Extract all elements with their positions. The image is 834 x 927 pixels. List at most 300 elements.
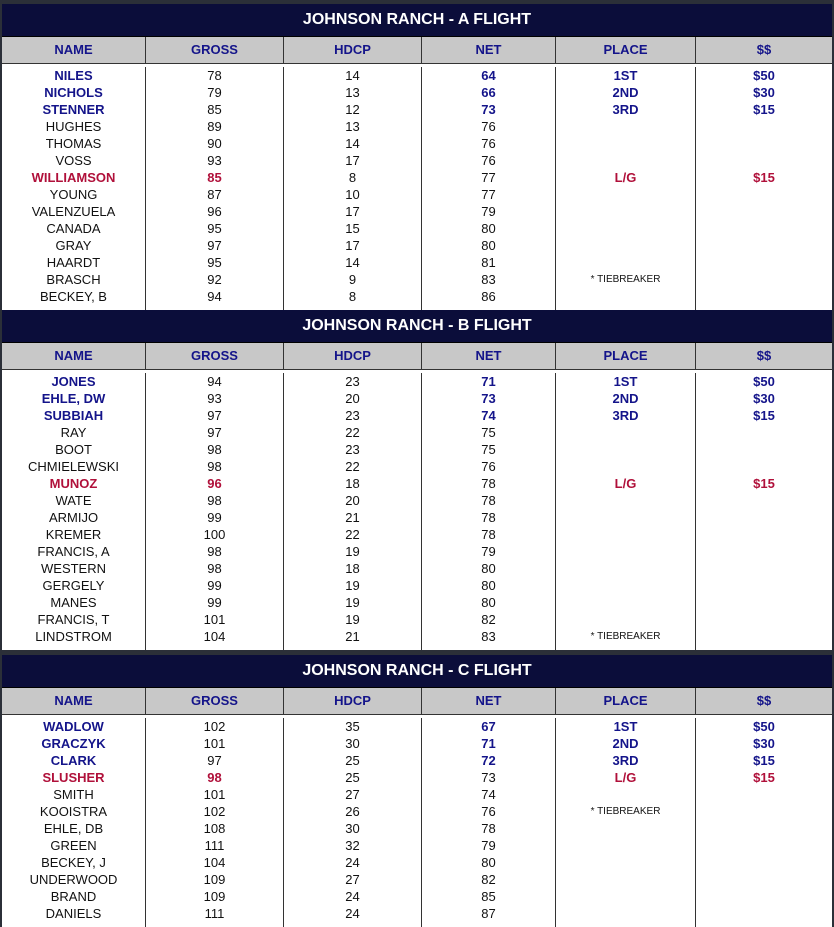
cell-hdcp: 24 [284,888,422,905]
cell-money: $15 [753,770,775,785]
cell-name: STENNER [2,101,146,118]
cell-hdcp: 19 [284,543,422,560]
cell-net: 79 [422,543,556,560]
cell-net: 73 [422,101,556,118]
cell-hdcp: 13 [284,84,422,101]
column-header-row [2,343,832,370]
cell-hdcp: 35 [284,718,422,735]
cell-place: 1ST [556,67,696,84]
cell-hdcp: 13 [284,118,422,135]
cell-hdcp: 30 [284,735,422,752]
cell-name: ARMIJO [2,509,146,526]
cell-place: * TIEBREAKER [556,628,696,645]
cell-money: $30 [753,85,775,100]
cell-gross: 94 [146,288,284,305]
cell-gross: 93 [146,152,284,169]
column-header: $$ [756,42,772,57]
cell-money: $15 [753,102,775,117]
cell-money [696,288,832,305]
table-row [2,735,832,752]
cell-place [556,220,696,237]
table-row [2,135,832,152]
cell-place [556,509,696,526]
table-row [2,118,832,135]
cell-net: 64 [422,67,556,84]
cell-hdcp: 14 [284,135,422,152]
column-header: $$ [756,348,772,363]
cell-net: 87 [422,905,556,922]
cell-place: 3RD [556,752,696,769]
cell-hdcp: 22 [284,526,422,543]
table-row [2,492,832,509]
cell-gross: 96 [146,203,284,220]
cell-gross: 89 [146,118,284,135]
cell-gross: 98 [146,560,284,577]
table-row [2,169,832,186]
table-bottom-padding [2,922,832,927]
cell-name: BRAND [2,888,146,905]
column-header: NAME [2,343,146,369]
padding-cell [2,922,146,927]
cell-money [696,611,832,628]
cell-name: YOUNG [2,186,146,203]
cell-place [556,441,696,458]
cell-net: 79 [422,837,556,854]
cell-place: * TIEBREAKER [556,803,696,820]
cell-name: MUNOZ [2,475,146,492]
cell-net: 66 [422,84,556,101]
cell-name: JONES [2,373,146,390]
cell-gross: 98 [146,492,284,509]
cell-hdcp: 19 [284,594,422,611]
cell-name: SUBBIAH [2,407,146,424]
cell-net: 82 [422,871,556,888]
cell-gross: 95 [146,254,284,271]
cell-money [696,118,832,135]
cell-gross: 98 [146,458,284,475]
cell-money [696,560,832,577]
cell-name: GRAY [2,237,146,254]
cell-name: CLARK [2,752,146,769]
cell-place [556,611,696,628]
cell-place [556,288,696,305]
cell-name: VOSS [2,152,146,169]
column-header: PLACE [556,343,696,369]
cell-name: GRACZYK [2,735,146,752]
flight-title: JOHNSON RANCH - B FLIGHT [2,310,832,343]
cell-gross: 93 [146,390,284,407]
cell-net: 79 [422,203,556,220]
table-row [2,888,832,905]
cell-money [696,871,832,888]
cell-place [556,888,696,905]
cell-gross: 85 [146,169,284,186]
cell-money: $30 [753,736,775,751]
padding-cell [696,922,832,927]
table-row [2,67,832,84]
cell-gross: 92 [146,271,284,288]
cell-name: WESTERN [2,560,146,577]
cell-place: L/G [556,169,696,186]
cell-place: 2ND [556,390,696,407]
cell-place [556,820,696,837]
table-row [2,390,832,407]
cell-hdcp: 23 [284,441,422,458]
cell-net: 78 [422,475,556,492]
cell-money [696,820,832,837]
table-row [2,526,832,543]
cell-place [556,186,696,203]
cell-hdcp: 19 [284,577,422,594]
padding-cell [146,922,284,927]
table-row [2,203,832,220]
cell-gross: 98 [146,769,284,786]
cell-name: HUGHES [2,118,146,135]
cell-money [696,905,832,922]
column-header: HDCP [284,688,422,714]
flight-table-0 [2,4,832,310]
cell-name: UNDERWOOD [2,871,146,888]
cell-money [696,424,832,441]
cell-money: $15 [753,408,775,423]
cell-name: DANIELS [2,905,146,922]
cell-hdcp: 26 [284,803,422,820]
cell-hdcp: 17 [284,152,422,169]
cell-net: 76 [422,458,556,475]
table-row [2,786,832,803]
cell-gross: 78 [146,67,284,84]
cell-gross: 87 [146,186,284,203]
cell-gross: 111 [146,905,284,922]
column-header: $$ [756,693,772,708]
cell-hdcp: 30 [284,820,422,837]
column-header: NET [422,688,556,714]
cell-name: WADLOW [2,718,146,735]
cell-name: EHLE, DW [2,390,146,407]
table-row [2,577,832,594]
cell-name: WILLIAMSON [2,169,146,186]
cell-place [556,152,696,169]
cell-place [556,854,696,871]
table-row [2,543,832,560]
cell-money [696,577,832,594]
padding-cell [284,645,422,650]
cell-net: 80 [422,560,556,577]
cell-name: HAARDT [2,254,146,271]
cell-name: WATE [2,492,146,509]
table-row [2,186,832,203]
cell-net: 75 [422,424,556,441]
cell-gross: 98 [146,543,284,560]
table-row [2,752,832,769]
cell-net: 74 [422,786,556,803]
cell-name: RAY [2,424,146,441]
cell-name: BECKEY, B [2,288,146,305]
cell-hdcp: 15 [284,220,422,237]
cell-gross: 94 [146,373,284,390]
table-row [2,509,832,526]
cell-name: SMITH [2,786,146,803]
table-row [2,237,832,254]
cell-place [556,837,696,854]
cell-gross: 97 [146,424,284,441]
table-row [2,220,832,237]
cell-money [696,803,832,820]
padding-cell [696,645,832,650]
cell-hdcp: 25 [284,752,422,769]
table-row [2,475,832,492]
cell-gross: 85 [146,101,284,118]
cell-gross: 99 [146,594,284,611]
cell-money [696,526,832,543]
cell-place: 2ND [556,84,696,101]
cell-gross: 109 [146,871,284,888]
flight-table-1 [2,310,832,650]
cell-gross: 101 [146,786,284,803]
column-header: PLACE [556,688,696,714]
cell-gross: 101 [146,611,284,628]
cell-name: CHMIELEWSKI [2,458,146,475]
cell-name: VALENZUELA [2,203,146,220]
cell-money: $15 [753,476,775,491]
cell-hdcp: 32 [284,837,422,854]
cell-hdcp: 14 [284,254,422,271]
cell-gross: 102 [146,718,284,735]
cell-money [696,786,832,803]
cell-gross: 108 [146,820,284,837]
cell-money [696,458,832,475]
cell-net: 67 [422,718,556,735]
cell-hdcp: 21 [284,628,422,645]
cell-name: FRANCIS, A [2,543,146,560]
cell-hdcp: 18 [284,560,422,577]
cell-money [696,594,832,611]
cell-place [556,577,696,594]
cell-name: GREEN [2,837,146,854]
cell-net: 71 [422,735,556,752]
cell-gross: 100 [146,526,284,543]
padding-cell [422,645,556,650]
cell-net: 77 [422,169,556,186]
column-header: NET [422,37,556,63]
cell-name: BRASCH [2,271,146,288]
cell-net: 82 [422,611,556,628]
table-row [2,441,832,458]
cell-gross: 96 [146,475,284,492]
table-row [2,837,832,854]
cell-gross: 111 [146,837,284,854]
cell-place: 1ST [556,373,696,390]
cell-place: 1ST [556,718,696,735]
table-row [2,718,832,735]
cell-money [696,186,832,203]
cell-money [696,152,832,169]
cell-gross: 90 [146,135,284,152]
cell-place [556,254,696,271]
column-header: GROSS [146,37,284,63]
padding-cell [556,645,696,650]
cell-name: MANES [2,594,146,611]
table-row [2,373,832,390]
cell-place [556,526,696,543]
cell-name: KREMER [2,526,146,543]
table-row [2,152,832,169]
cell-money [696,854,832,871]
cell-place [556,118,696,135]
cell-money [696,837,832,854]
cell-money [696,543,832,560]
column-header: NAME [2,688,146,714]
cell-name: LINDSTROM [2,628,146,645]
cell-net: 76 [422,135,556,152]
cell-place [556,786,696,803]
cell-net: 73 [422,769,556,786]
cell-net: 80 [422,577,556,594]
cell-net: 78 [422,492,556,509]
padding-cell [556,922,696,927]
cell-net: 77 [422,186,556,203]
cell-net: 71 [422,373,556,390]
cell-hdcp: 24 [284,905,422,922]
column-header: GROSS [146,688,284,714]
cell-net: 80 [422,237,556,254]
table-row [2,769,832,786]
flight-title: JOHNSON RANCH - C FLIGHT [2,655,832,688]
table-row [2,458,832,475]
column-header-row [2,688,832,715]
cell-gross: 101 [146,735,284,752]
table-body [2,370,832,650]
cell-place [556,871,696,888]
column-header: GROSS [146,343,284,369]
cell-net: 78 [422,526,556,543]
cell-hdcp: 22 [284,424,422,441]
cell-name: GERGELY [2,577,146,594]
column-header: HDCP [284,37,422,63]
cell-hdcp: 24 [284,854,422,871]
cell-name: THOMAS [2,135,146,152]
padding-cell [146,645,284,650]
cell-gross: 97 [146,407,284,424]
cell-place: 3RD [556,407,696,424]
cell-net: 76 [422,152,556,169]
flight-title: JOHNSON RANCH - A FLIGHT [2,4,832,37]
cell-name: EHLE, DB [2,820,146,837]
table-row [2,84,832,101]
table-row [2,560,832,577]
table-bottom-padding [2,645,832,650]
cell-net: 73 [422,390,556,407]
cell-name: NICHOLS [2,84,146,101]
table-row [2,407,832,424]
table-row [2,628,832,645]
column-header-row [2,37,832,64]
cell-place [556,458,696,475]
table-row [2,803,832,820]
column-header: HDCP [284,343,422,369]
table-row [2,271,832,288]
table-body [2,715,832,927]
cell-gross: 79 [146,84,284,101]
cell-money [696,237,832,254]
column-header: PLACE [556,37,696,63]
cell-net: 80 [422,220,556,237]
cell-gross: 102 [146,803,284,820]
cell-hdcp: 27 [284,871,422,888]
cell-gross: 97 [146,752,284,769]
cell-name: NILES [2,67,146,84]
cell-money [696,509,832,526]
table-row [2,871,832,888]
cell-net: 85 [422,888,556,905]
cell-place [556,543,696,560]
cell-hdcp: 17 [284,203,422,220]
cell-hdcp: 20 [284,492,422,509]
flight-table-2 [2,655,832,927]
cell-gross: 99 [146,577,284,594]
cell-place [556,905,696,922]
cell-net: 86 [422,288,556,305]
cell-name: SLUSHER [2,769,146,786]
cell-money [696,271,832,288]
table-body [2,64,832,310]
cell-net: 80 [422,594,556,611]
cell-money [696,220,832,237]
cell-net: 80 [422,854,556,871]
cell-net: 74 [422,407,556,424]
cell-net: 78 [422,509,556,526]
cell-place: 2ND [556,735,696,752]
cell-hdcp: 8 [284,169,422,186]
cell-hdcp: 23 [284,407,422,424]
cell-money: $15 [753,753,775,768]
cell-place [556,203,696,220]
cell-place: * TIEBREAKER [556,271,696,288]
cell-name: KOOISTRA [2,803,146,820]
cell-net: 83 [422,628,556,645]
cell-money [696,441,832,458]
cell-hdcp: 19 [284,611,422,628]
column-header: NET [422,343,556,369]
cell-hdcp: 14 [284,67,422,84]
cell-hdcp: 9 [284,271,422,288]
table-row [2,594,832,611]
cell-hdcp: 23 [284,373,422,390]
cell-net: 76 [422,803,556,820]
cell-net: 72 [422,752,556,769]
cell-hdcp: 25 [284,769,422,786]
cell-net: 78 [422,820,556,837]
cell-money: $15 [753,170,775,185]
table-row [2,854,832,871]
cell-name: BOOT [2,441,146,458]
cell-hdcp: 10 [284,186,422,203]
cell-money [696,254,832,271]
cell-name: BECKEY, J [2,854,146,871]
cell-gross: 99 [146,509,284,526]
cell-hdcp: 18 [284,475,422,492]
table-row [2,288,832,305]
cell-place [556,237,696,254]
cell-place [556,560,696,577]
cell-money [696,203,832,220]
cell-money: $50 [753,374,775,389]
cell-hdcp: 22 [284,458,422,475]
cell-hdcp: 12 [284,101,422,118]
table-row [2,905,832,922]
padding-cell [422,922,556,927]
cell-place [556,594,696,611]
